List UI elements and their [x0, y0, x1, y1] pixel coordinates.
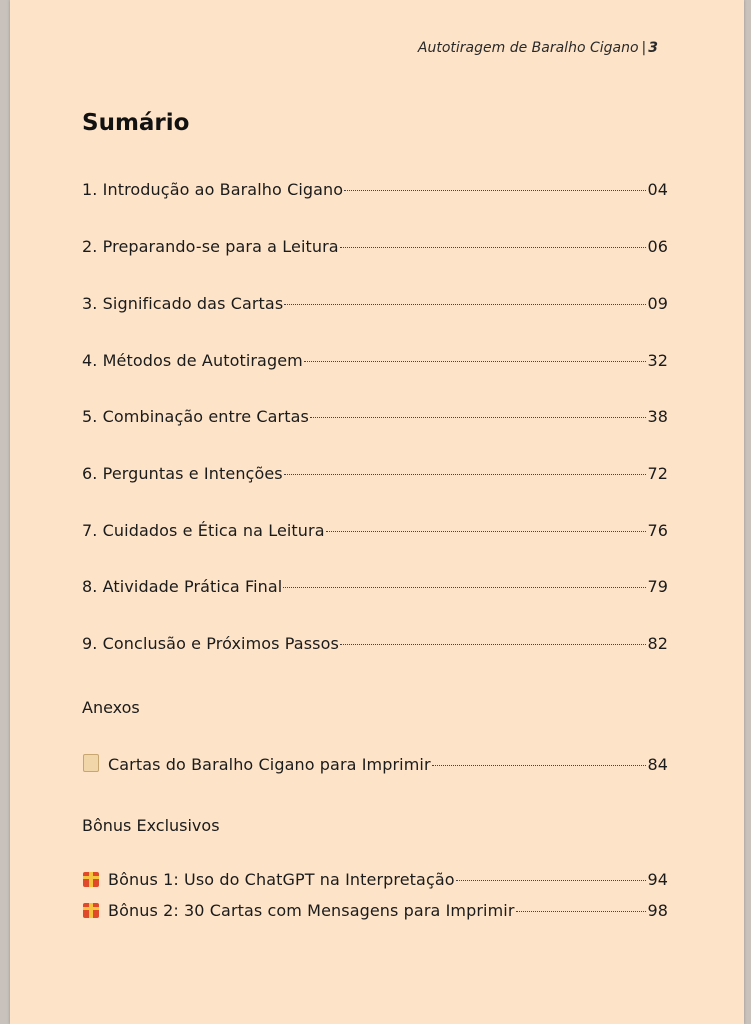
dot-leader	[340, 644, 647, 645]
dot-leader	[310, 417, 647, 418]
toc-entry[interactable]	[82, 294, 668, 313]
dot-leader	[516, 911, 647, 912]
toc-entry-label: 7. Cuidados e Ética na Leitura	[82, 521, 325, 540]
dot-leader	[432, 765, 647, 766]
toc-entry-page: 06	[647, 237, 668, 256]
bonus-entry-page: 94	[647, 870, 668, 889]
toc-entry-label: 2. Preparando-se para a Leitura	[82, 237, 339, 256]
page-number: 3	[648, 40, 658, 56]
scroll-icon	[82, 752, 100, 774]
dot-leader	[284, 474, 647, 475]
dot-leader	[283, 587, 646, 588]
dot-leader	[340, 247, 647, 248]
dot-leader	[326, 531, 647, 532]
dot-leader	[456, 880, 647, 881]
bonus-entry-label: Bônus 1: Uso do ChatGPT na Interpretação	[108, 870, 455, 889]
toc-entry-page: 32	[647, 351, 668, 370]
toc-entry[interactable]	[82, 351, 668, 370]
annexes-heading: Anexos	[82, 698, 140, 717]
toc-entry-label: 5. Combinação entre Cartas	[82, 407, 309, 426]
toc-entry-page: 38	[647, 407, 668, 426]
toc-entry[interactable]	[82, 634, 668, 653]
toc-entry-page: 04	[647, 180, 668, 199]
dot-leader	[284, 304, 646, 305]
toc-entry-page: 09	[647, 294, 668, 313]
annex-entry[interactable]	[82, 752, 668, 774]
toc-entry-page: 72	[647, 464, 668, 483]
document-page	[10, 0, 744, 1024]
bonus-entry-page: 98	[647, 901, 668, 920]
toc-entry[interactable]	[82, 180, 668, 199]
toc-entry-page: 76	[647, 521, 668, 540]
page-title: Sumário	[82, 110, 190, 136]
bonus-entry-label: Bônus 2: 30 Cartas com Mensagens para Imprimir	[108, 901, 515, 920]
toc-entry[interactable]	[82, 577, 668, 596]
dot-leader	[304, 361, 647, 362]
toc-entry-label: 1. Introdução ao Baralho Cigano	[82, 180, 344, 199]
toc-entry-label: 4. Métodos de Autotiragem	[82, 351, 303, 370]
toc-entry[interactable]	[82, 464, 668, 483]
toc-entry[interactable]	[82, 521, 668, 540]
bonus-entry[interactable]	[82, 870, 668, 889]
gift-icon	[82, 870, 100, 889]
toc-entry[interactable]	[82, 407, 668, 426]
running-title: Autotiragem de Baralho Cigano	[417, 40, 639, 56]
toc-entry-page: 82	[647, 634, 668, 653]
toc-entry[interactable]	[82, 237, 668, 256]
annex-entry-page: 84	[647, 755, 668, 774]
gift-icon	[82, 901, 100, 920]
toc-entry-label: 3. Significado das Cartas	[82, 294, 284, 313]
running-header: Autotiragem de Baralho Cigano | 3	[417, 40, 658, 56]
toc-entry-label: 6. Perguntas e Intenções	[82, 464, 283, 483]
bonus-entry[interactable]	[82, 901, 668, 920]
annex-entry-label: Cartas do Baralho Cigano para Imprimir	[108, 755, 431, 774]
toc-entry-label: 9. Conclusão e Próximos Passos	[82, 634, 339, 653]
dot-leader	[344, 190, 646, 191]
toc-entry-page: 79	[647, 577, 668, 596]
toc-entry-label: 8. Atividade Prática Final	[82, 577, 283, 596]
bonus-heading: Bônus Exclusivos	[82, 816, 220, 835]
